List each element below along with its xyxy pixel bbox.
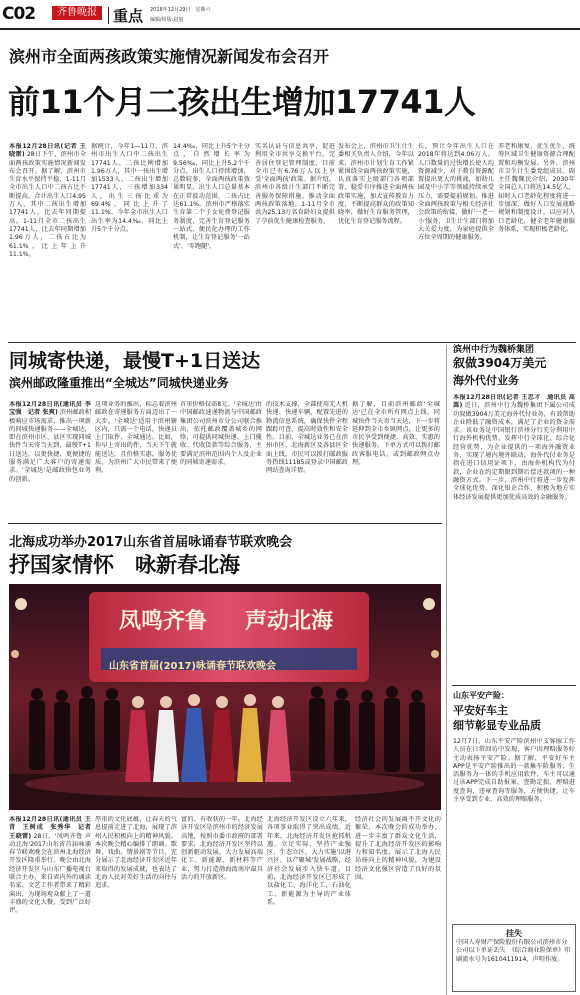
story3-column-1 (9, 816, 91, 992)
story3-column-5: 经济社会的发展离不开文化的繁荣，本次晚会的成功举办，进一步丰富了群众文化生活，提升了北海经济开发区的影响力和知名度，展示了北海人民昂扬向上的精神风貌，为建设经济文化强区营造了良好的氛围。 (355, 816, 441, 882)
side2-title-line1: 平安好车主 (453, 704, 508, 717)
story1-column-4: 实名认证与信息共享，促进利用全市共享交换平台，完善居住登记管理制度，目前全市已有6.76万人以上享受'全面两孩'政策。据介绍，滨州市各级计生部门不断完善服务保障措施，推动全面两孩政策落地。1-11月全市共为25.13万名育龄妇女提供了孕前优生健康检查服务。 (255, 143, 335, 225)
side1-title-line3: 海外代付业务 (453, 374, 519, 387)
story2-column-3: 首重价格仅需8元。'全城达'由中国邮政速递物流与中国邮政集团公司滨州市分公司联合推出，依托邮政覆盖城乡的网络，可提供同城快递、上门揽收、代收货款等综合服务，主要满足滨州范围内个人及企业的同城寄递需求。 (180, 401, 262, 467)
story2-col1-text: 滨州邮政积极响应市场需求，推出一项新的同城快递服务——全城达，即在滨州市区、县区实现同城快件当天寄当天到，最慢T+1日送达，以更快捷、更便捷的服务满足广大客户的寄递需求。'全城达'是邮政快包业务的创新。 (9, 409, 91, 483)
section-name: 重点 (113, 7, 144, 25)
story2-column-1 (9, 401, 91, 519)
lost-notice-ad (452, 924, 576, 992)
story3-col1-text: 28日，'凤鸣齐鲁 声动北海'2017山东省首届咏诵春节联欢晚会在滨州北海经济开发区隆重举行。晚会由北海经济开发区与山东广播电视台联合主办，来自省内外的诵读名家、文艺工作者带来了精彩演出，为现场观众献上了一道丰盛的文化大餐，受到广泛好评。 (9, 832, 91, 915)
story1-headline: 前11个月二孩出生增加17741人 (8, 83, 476, 121)
story1-column-2: 据统计，今年1—11月，滨州市出生人口中二孩出生17741人，二孩比例增加1.96万人，其中一孩出生增加1533人，二孩出生增加17741人，三孩增加334人，出生三孩比重为69.4%，同比上升了11.1%。今年全市出生人口出生率为14.4‰，同比上升5个千分点。 (91, 143, 168, 233)
gala-photo (9, 584, 441, 810)
story1-dateline: 本报12月28日讯(记者 王晓雷) (9, 143, 86, 159)
story2-headline: 同城寄快递，最慢T+1日送达 (9, 350, 261, 372)
story1-column-5: 发布会上，滨州市卫生计生委相关负责人介绍，今年以来，滨州市计划生育工作紧紧围绕全面两孩政策实施，认真落实上级部门各项部署，稳妥有序推进全面两孩政策实施，加大宣传教育力度，不断提高群众的政策知晓率，做好生育服务管理，优化生育登记服务流程。 (338, 143, 414, 225)
story2-column-5: 据了解，目前滨州邮政'全城达'已在全市所有网点上线，同城快件当天寄当天达，下一步将延伸到全市乡镇网点，让更多的市民享受到便捷、高效、实惠的快递服务。下单方式可以拨打邮政客服电话，或到邮政网点办理。 (352, 401, 440, 467)
story3-column-4: 北海经济开发区设立六年来，各项事业取得了突出成绩。近年来，北海经济开发区抢抓机遇，立足实际，坚持产业强区、生态立区，大力实施'以港兴区、以产聚城'发展战略，经济社会发展步入快车道。目前，北海经济开发区已形成了以盐化工、海洋化工、石油化工、新能源为主导的产业体系。 (267, 816, 351, 906)
banner-subtitle: 山东省首届(2017)咏诵春节联欢晚会 (109, 661, 276, 672)
story2-dateline: 本报12月28日讯(通讯员 李宝强 记者 张爽) (9, 401, 91, 417)
side1-dateline: 本报12月28日讯(记者 王忠才 通讯员 高嵩) (453, 394, 575, 410)
story3-column-2: 厚重的文化底蕴，让春天的气息提前走进了北海，展现了滨州人民积极向上的精神风貌。本次晚会精心编排了朗诵、歌舞、戏曲、情景剧等节目，充分展示了北海经济开发区近年来取得的发展成就，也表达了北海人民对美好生活的向往与追求。 (95, 816, 177, 890)
page-header (0, 0, 580, 30)
side2-body: 12月7日，山东平安产险滨州中支客服工作人员在日常回访中发现，客户因理赔服务好主动表扬平安产险。据了解，平安好车主APP是平安产险推出的一款集车险服务、生活服务为一体的手机应用软件，车主可以通过该APP完成自助报案、查勘定损、理赔进度查询、违章查询等服务，方便快捷，让车主享受到专业、高效的理赔服务。 (453, 738, 575, 804)
story3-column-3: 富的、有收获的一年。北海经济开发区是滨州市的经济发展高地，按照市委市政府的部署要求，北海经济开发区坚持以创新驱动发展，大力发展高端化工、新能源、新材料等产业，努力打造渤海湾南岸最具活力的开放新区。 (181, 816, 263, 882)
divider-story2 (8, 523, 442, 524)
story1-col1-text: 28日下午，滨州市全面两孩政策实施情况新闻发布会召开。据了解，滨州市生育水平保持平稳，1-11月全市出生人口中二孩占比不断提高，合计出生人口4.95万人，其中二孩出生增加17741人，比去年同期提高。1-11月全市二孩出生17741人，比去年同期增加1.96万人，二孩占比为61.1%，比上年上升11.1%。 (9, 151, 86, 258)
ad-text: 中国人寿财产保险股份有限公司滨州市分公司以下单证丢失 《综合商业险保单》印刷流水号为1610411914，声明作废。 (456, 939, 571, 963)
story3-headline: 抒国家情怀 咏新春北海 (9, 553, 240, 577)
story1-column-7: 养老和康复、优生优生，统筹区域卫生健康资源合理配置和均衡发展。另外，滨州市卫生计生委党组成员、副主任魏佩民介绍，2030年全国总人口将达14.5亿人，届时人口老龄化程度将进一步加深，做好人口发展战略规划和制度设计，以应对人口老龄化，健全老年健康服务体系，实现积极老龄化。 (498, 143, 575, 233)
side2-kicker: 山东平安产险： (453, 691, 509, 700)
story1-kicker: 滨州市全面两孩政策实施情况新闻发布会召开 (9, 47, 330, 66)
side1-title-line2: 叙做3904万美元 (453, 356, 547, 370)
gala-stage-illustration (9, 584, 441, 810)
ad-title: 挂失 (506, 929, 522, 938)
header-divider (108, 7, 109, 24)
page-number: C02 (2, 4, 36, 24)
story3-dateline: 本报12月28日讯(通讯员 王青 王树成 张秀华 记者 王晓雷) (9, 816, 91, 840)
story3-kicker: 北海成功举办2017山东省首届咏诵春节联欢晚会 (9, 535, 293, 550)
side1-title-line1: 滨州中行为魏桥集团 (453, 345, 535, 355)
editor-credit: 编辑/组版:赵旭 (150, 17, 184, 23)
banner-left-text: 凤鸣齐鲁 (119, 608, 208, 634)
story1-column-6: 长，预计今年出生人口在2018年将达到4.06万人。人口数量的过快增长使人均资源减少，对于教育资源配置提出更大的挑战，如幼儿园及中小学等领域持续承受压力，需要提前规划，推进全面两孩政策与相关经济社会政策的衔接，做好'一老一小'服务，卫生计生部门将加大关爱力度，为家庭提供全方位全周期的健康服务。 (418, 143, 494, 242)
side1-body (453, 394, 575, 680)
side1-text: 近日，滨州中行为魏桥集团下属公司成功叙做3904万美元海外代付业务，有效帮助企业降低了融资成本，满足了企业的资金需求。该业务是中国银行滨州分行充分利用中行海外机构优势，发挥中行全球化、综合化经营优势，为企业提供的一项海外融资业务，实现了境内境外联动。海外代付业务是指在进口信用证项下，由海外机构代为付款，企业在约定期限到期后偿还款项的一种融资方式。下一步，滨州中行将进一步发挥全球化优势，深化银企合作，积极为地方实体经济发展提供更加优质高效的金融服务。 (453, 402, 575, 501)
newspaper-logo: 齐鲁晚报 (52, 6, 102, 20)
banner-right-text: 声动北海 (245, 608, 334, 634)
story1-column-3: 14.4‰，同比上升5个千分点，自然增长率为9.56‰，同比上升5.2个千分点。出生人口持续增加，总数较多，全面两孩政策效果明显，出生人口总量基本在正常波动范围，二孩占比达61.1%。滨州市严格落实生育第二个子女免费登记服务制度，完善生育登记服务一站式、便民化办理的工作机制，让生育登记服务'一站式'、'零跑腿'。 (173, 143, 250, 250)
issue-date: 2018年12月29日 星期六 (150, 7, 211, 13)
divider-side1 (452, 685, 576, 686)
story2-subheadline: 滨州邮政隆重推出“全城达”同城快递业务 (9, 376, 229, 390)
sidebar-divider (446, 345, 447, 995)
story2-column-4: 的技术支撑，全部使用无人机快递、快递车辆，配置先进的物流信息系统，确保快件全程跟踪可查，提高时效性和安全性。目前，全城达业务已在滨州市区、北海新区及各县区全面上线，市民可以拨打邮政服务热线11185或登录中国邮政网站查询详情。 (266, 401, 348, 475)
story1-column-1 (9, 143, 86, 341)
story2-column-2: 这项业务的推出，标志着滨州邮政在寄递服务方面迈出了一大步。'全城达'适用于滨州辖区内，只需一个电话，快递员上门取件，全城通达。比如，你早上寄出的件，当天下午就能送达，且价格实惠，服务优质，为滨州广大市民带来了便利。 (95, 401, 177, 475)
side2-title-line2: 细节彰显专业品质 (453, 719, 541, 732)
